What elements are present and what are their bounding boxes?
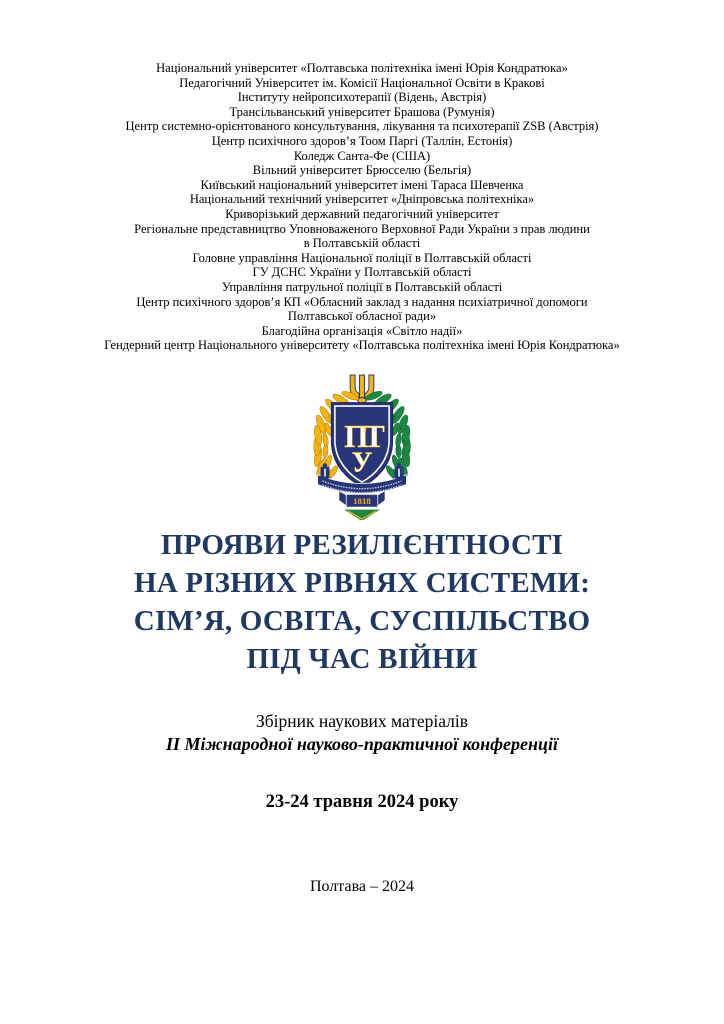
institution-line: Педагогічний Університет ім. Комісії Національної Освіти в Кракові bbox=[179, 75, 545, 90]
title-line: ПРОЯВИ РЕЗИЛІЄНТНОСТІ bbox=[160, 528, 564, 561]
founding-year: 1818 bbox=[353, 496, 371, 507]
page-title bbox=[0, 526, 724, 678]
institution-line: Головне управління Національної поліції в Полтавській області bbox=[192, 250, 532, 265]
institutions-list bbox=[0, 0, 724, 353]
base-mound bbox=[344, 510, 380, 520]
institution-line: Інституту нейропсихотерапії (Відень, Австрія) bbox=[237, 90, 487, 105]
title-line: НА РІЗНИХ РІВНЯХ СИСТЕМИ: bbox=[133, 566, 591, 599]
subtitle-line-conference: ІІ Міжнародної науково-практичної конференції bbox=[166, 733, 558, 754]
institution-line: Управління патрульної поліції в Полтавській області bbox=[221, 279, 503, 294]
institution-line: Гендерний центр Національного університету «Полтавська політехніка імені Юрія Кондратюка» bbox=[104, 338, 620, 353]
imprint-city-year: Полтава – 2024 bbox=[309, 877, 415, 895]
title-line: ПІД ЧАС ВІЙНИ bbox=[246, 642, 478, 675]
institution-line: Благодійна організація «Світло надії» bbox=[261, 323, 463, 338]
institution-line: Центр психічного здоров’я Тоом Паргі (Таллін, Естонія) bbox=[211, 133, 513, 148]
institution-line: Вільний університет Брюсселю (Бельгія) bbox=[252, 163, 472, 178]
institution-line: Трансільванський університет Брашова (Румунія) bbox=[229, 104, 495, 119]
svg-text:У: У bbox=[351, 447, 373, 479]
institution-line: Національний технічний університет «Дніпровська політехніка» bbox=[189, 192, 535, 207]
institution-line: Коледж Санта-Фе (США) bbox=[293, 148, 431, 163]
institution-line: Центр психічного здоров’я КП «Обласний заклад з надання психіатричної допомоги bbox=[136, 294, 588, 309]
subtitle bbox=[0, 710, 724, 756]
institution-line: Центр системно-орієнтованого консультування, лікування та психотерапії ZSB (Австрія) bbox=[125, 119, 599, 134]
institution-line: Полтавської обласної ради» bbox=[287, 309, 437, 324]
subtitle-line-collection: Збірник наукових матеріалів bbox=[255, 710, 469, 731]
institution-line: Регіональне представництво Уповноваженого Верховної Ради України з прав людини bbox=[134, 221, 590, 236]
conference-date: 23-24 травня 2024 року bbox=[265, 791, 459, 812]
institution-line: в Полтавській області bbox=[303, 236, 421, 251]
institution-line: Київський національний університет імені Тараса Шевченка bbox=[200, 177, 524, 192]
institution-line: Національний університет «Полтавська політехніка імені Юрія Кондратюка» bbox=[156, 61, 568, 75]
title-line: СІМ’Я, ОСВІТА, СУСПІЛЬСТВО bbox=[133, 604, 591, 637]
university-emblem bbox=[0, 372, 724, 520]
university-emblem-graphic bbox=[288, 372, 436, 520]
svg-text:ПТ: ПТ bbox=[344, 418, 380, 454]
institution-line: Криворізький державний педагогічний університет bbox=[225, 206, 499, 221]
institution-line: ГУ ДСНС України у Полтавській області bbox=[252, 265, 472, 280]
